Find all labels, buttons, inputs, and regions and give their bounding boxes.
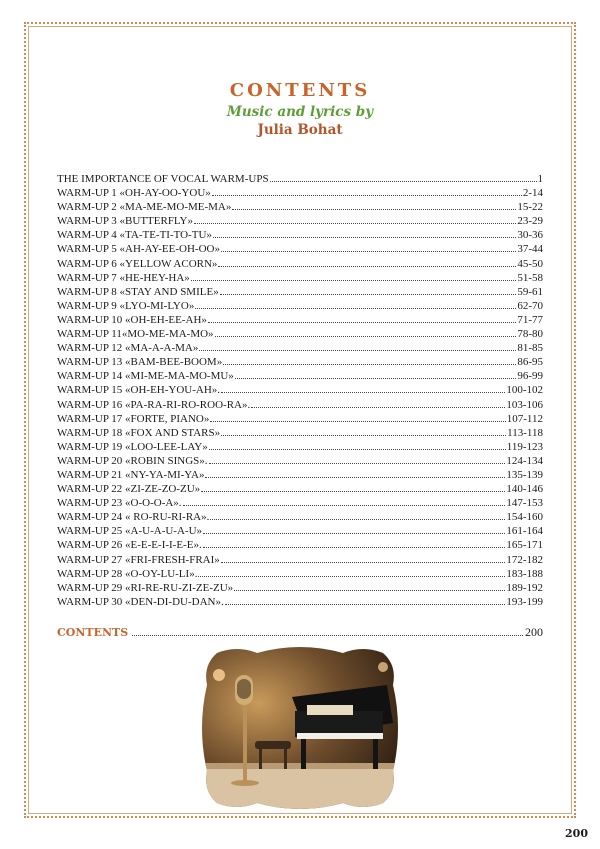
toc-entry-pages: 81-85 [517, 342, 543, 355]
toc-entry [57, 440, 543, 454]
toc-entry-label: WARM-UP 17 «FORTE, PIANO» [57, 412, 210, 425]
toc-entry [57, 228, 543, 242]
dot-leader [132, 635, 523, 636]
toc-entry [57, 398, 543, 412]
toc-entry [57, 341, 543, 355]
dot-leader [191, 280, 517, 281]
dot-leader [203, 547, 506, 548]
toc-entry-label: WARM-UP 1 «OH-AY-OO-YOU» [57, 187, 211, 200]
dot-leader [208, 322, 516, 323]
toc-entry [57, 214, 543, 228]
toc-entry [57, 553, 543, 567]
toc-entry [57, 426, 543, 440]
toc-entry [57, 524, 543, 538]
toc-entry-label: WARM-UP 8 «STAY AND SMILE» [57, 285, 219, 298]
toc-entry [57, 200, 543, 214]
toc-entry [57, 355, 543, 369]
toc-entry [57, 285, 543, 299]
toc-entry-label: WARM-UP 19 «LOO-LEE-LAY» [57, 440, 208, 453]
dot-leader [251, 407, 505, 408]
toc-entry-pages: 71-77 [517, 313, 543, 326]
dot-leader [210, 519, 505, 520]
dot-leader [223, 364, 516, 365]
toc-entry [57, 327, 543, 341]
toc-entry-pages: 165-171 [506, 539, 543, 552]
toc-entry-pages: 30-36 [517, 229, 543, 242]
toc-entry-label: WARM-UP 13 «BAM-BEE-BOOM» [57, 356, 223, 369]
toc-entry-pages: 23-29 [517, 215, 543, 228]
toc-entry-pages: 45-50 [517, 257, 543, 270]
toc-entry-label: WARM-UP 20 «ROBIN SINGS». [57, 454, 208, 467]
dot-leader [210, 421, 505, 422]
toc-entry-label: WARM-UP 4 «TA-TE-TI-TO-TU» [57, 229, 212, 242]
dot-leader [234, 590, 505, 591]
toc-entry-pages: 51-58 [517, 271, 543, 284]
contents-pages: 200 [525, 625, 543, 639]
dot-leader [221, 251, 516, 252]
toc-entry-label: WARM-UP 24 « RO-RU-RI-RA». [57, 511, 210, 524]
dot-leader [221, 392, 505, 393]
toc-entry-pages: 154-160 [506, 511, 543, 524]
dot-leader [183, 505, 506, 506]
toc-entry [57, 172, 543, 186]
toc-entry-label: WARM-UP 27 «FRI-FRESH-FRAI» [57, 553, 220, 566]
dot-leader [218, 266, 516, 267]
toc-entry-label: WARM-UP 10 «OH-EH-EE-AH» [57, 313, 207, 326]
toc-entry-pages: 124-134 [506, 454, 543, 467]
toc-entry-label: WARM-UP 26 «E-E-E-I-I-E-E». [57, 539, 202, 552]
toc-entry-label: WARM-UP 28 «O-OY-LU-LI». [57, 567, 198, 580]
piano-microphone-illustration [197, 645, 403, 811]
toc-entry-pages: 15-22 [517, 201, 543, 214]
toc-entry [57, 567, 543, 581]
toc-entry [57, 299, 543, 313]
toc-entry-pages: 37-44 [517, 243, 543, 256]
toc-entry-label: WARM-UP 11«MO-ME-MA-MO» [57, 328, 214, 341]
toc-entry-pages: 103-106 [506, 398, 543, 411]
toc-entry-label: WARM-UP 21 «NY-YA-MI-YA» [57, 468, 205, 481]
subtitle: Music and lyrics by [226, 104, 374, 120]
dot-leader [201, 491, 505, 492]
table-of-contents [57, 172, 543, 609]
toc-entry-pages: 193-199 [506, 595, 543, 608]
toc-entry-label: WARM-UP 25 «A-U-A-U-A-U» [57, 525, 203, 538]
toc-entry-label: WARM-UP 3 «BUTTERFLY» [57, 215, 193, 228]
toc-entry-pages: 2-14 [522, 187, 543, 200]
toc-entry [57, 581, 543, 595]
toc-entry [57, 538, 543, 552]
toc-entry [57, 510, 543, 524]
toc-entry-pages: 86-95 [517, 356, 543, 369]
dot-leader [220, 294, 517, 295]
toc-entry-label: WARM-UP 29 «RI-RE-RU-ZI-ZE-ZU» [57, 581, 234, 594]
toc-entry-pages: 161-164 [506, 525, 543, 538]
toc-entry-label: WARM-UP 6 «YELLOW ACORN» [57, 257, 218, 270]
toc-entry [57, 496, 543, 510]
dot-leader [203, 533, 505, 534]
dot-leader [213, 237, 516, 238]
dot-leader [199, 350, 516, 351]
toc-entry-label: WARM-UP 2 «MA-ME-MO-ME-MA» [57, 201, 232, 214]
toc-entry-label: THE IMPORTANCE OF VOCAL WARM-UPS [57, 173, 269, 185]
author-name: Julia Bohat [257, 122, 343, 138]
toc-entry-label: WARM-UP 14 «MI-ME-MA-MO-MU» [57, 370, 234, 383]
dot-leader [195, 308, 516, 309]
dot-leader [209, 463, 506, 464]
toc-entry-label: WARM-UP 23 «O-O-O-A». [57, 497, 182, 510]
toc-entry [57, 454, 543, 468]
toc-entry-label: WARM-UP 7 «HE-HEY-HA» [57, 271, 190, 284]
dot-leader [205, 477, 505, 478]
dot-leader [225, 604, 506, 605]
dot-leader [232, 209, 516, 210]
toc-entry-label: WARM-UP 5 «AH-AY-EE-OH-OO» [57, 243, 220, 256]
toc-entry-label: WARM-UP 18 «FOX AND STARS» [57, 426, 221, 439]
toc-entry [57, 482, 543, 496]
toc-entry [57, 271, 543, 285]
toc-entry-pages: 78-80 [517, 328, 543, 341]
toc-entry-pages: 140-146 [506, 483, 543, 496]
toc-entry-label: WARM-UP 22 «ZI-ZE-ZO-ZU» [57, 483, 201, 496]
dot-leader [209, 449, 506, 450]
toc-entry-pages: 1 [537, 173, 543, 185]
toc-entry-label: WARM-UP 16 «PA-RA-RI-RO-ROO-RA». [57, 398, 251, 411]
toc-entry [57, 186, 543, 200]
toc-entry-pages: 183-188 [506, 567, 543, 580]
toc-entry [57, 257, 543, 271]
toc-entry-pages: 96-99 [517, 370, 543, 383]
toc-entry-pages: 62-70 [517, 299, 543, 312]
dot-leader [212, 195, 522, 196]
dot-leader [215, 336, 517, 337]
dot-leader [221, 435, 506, 436]
toc-entry-label: WARM-UP 30 «DEN-DI-DU-DAN». [57, 595, 224, 608]
toc-entry-pages: 119-123 [506, 440, 543, 453]
toc-entry [57, 595, 543, 609]
toc-entry-label: WARM-UP 12 «MA-A-A-MA» [57, 342, 199, 355]
toc-entry-pages: 59-61 [517, 285, 543, 298]
toc-entry-pages: 147-153 [506, 497, 543, 510]
dot-leader [235, 378, 517, 379]
toc-entry [57, 412, 543, 426]
toc-entry [57, 369, 543, 383]
toc-entry [57, 383, 543, 397]
toc-entry-label: WARM-UP 15 «OH-EH-YOU-AH». [57, 384, 221, 397]
dot-leader [221, 562, 506, 563]
contents-entry [57, 625, 543, 640]
contents-label: CONTENTS [57, 626, 129, 639]
toc-entry-pages: 107-112 [506, 412, 543, 425]
toc-entry-pages: 135-139 [506, 468, 543, 481]
page-number: 200 [565, 827, 588, 840]
dot-leader [198, 576, 505, 577]
dot-leader [194, 223, 516, 224]
page-title: CONTENTS [229, 80, 371, 101]
toc-entry-pages: 189-192 [506, 581, 543, 594]
toc-entry [57, 242, 543, 256]
dot-leader [270, 181, 537, 182]
toc-entry-label: WARM-UP 9 «LYO-MI-LYO» [57, 299, 195, 312]
toc-entry-pages: 100-102 [506, 384, 543, 397]
toc-entry-pages: 172-182 [506, 553, 543, 566]
toc-entry [57, 313, 543, 327]
toc-entry-pages: 113-118 [507, 426, 543, 439]
toc-entry [57, 468, 543, 482]
header [0, 80, 600, 139]
